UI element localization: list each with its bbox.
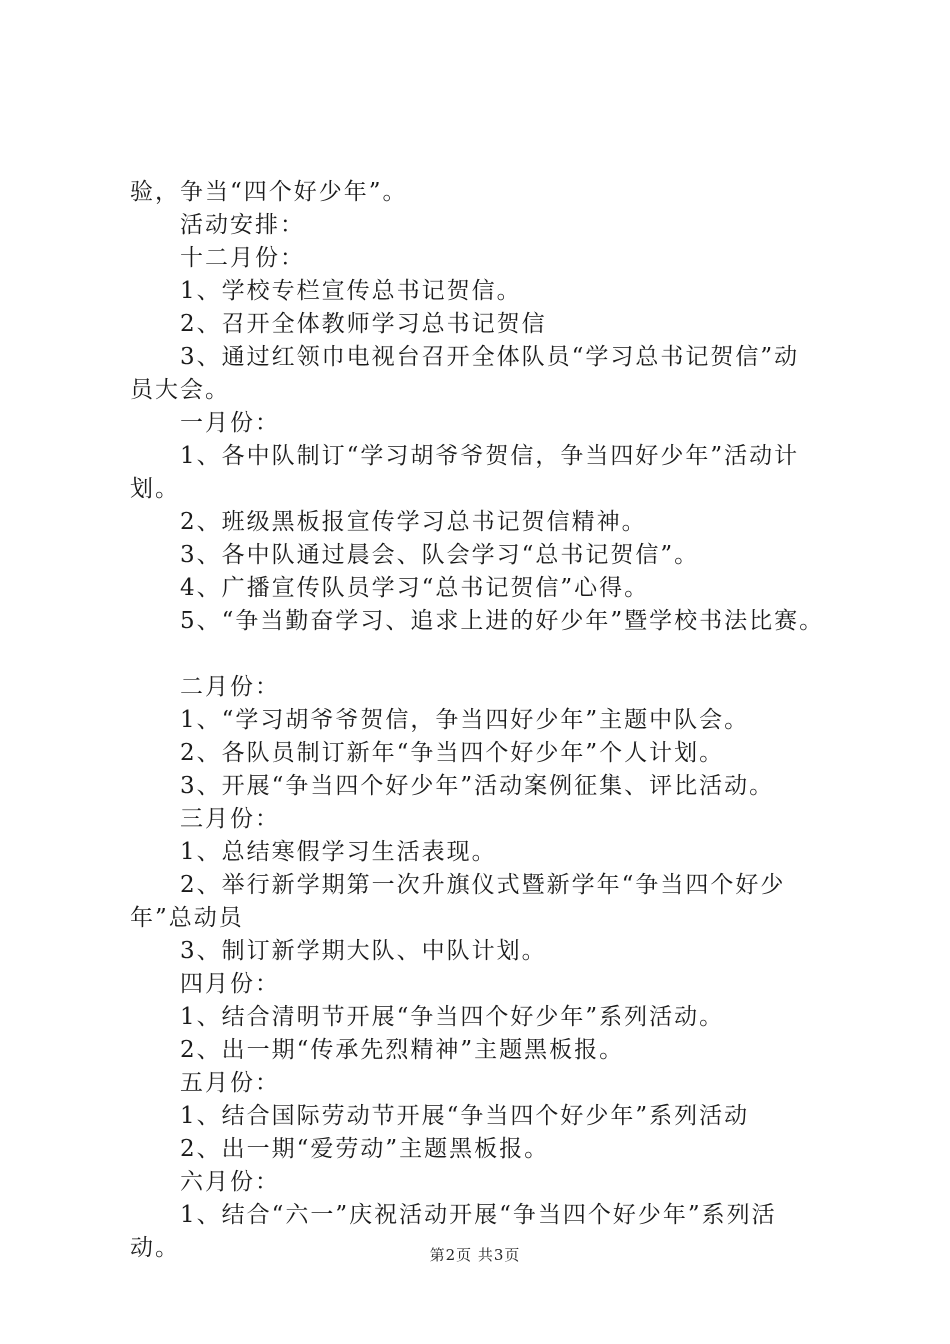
blank-line	[130, 638, 850, 671]
text-line: 四月份：	[180, 971, 280, 997]
text-line: 三月份：	[180, 806, 280, 832]
text-line: 一月份：	[180, 410, 280, 436]
text-line: 十二月份：	[180, 245, 305, 271]
text-line: 3、通过红领巾电视台召开全体队员“学习总书记贺信”动	[180, 344, 800, 370]
text-line: 1、结合清明节开展“争当四个好少年”系列活动。	[180, 1004, 725, 1030]
text-line: 5、“争当勤奋学习、追求上进的好少年”暨学校书法比赛。	[180, 608, 825, 634]
text-line: 六月份：	[180, 1169, 280, 1195]
text-line: 活动安排：	[180, 212, 305, 238]
text-line: 3、制订新学期大队、中队计划。	[180, 938, 547, 964]
text-line: 动。	[130, 1235, 180, 1261]
text-line: 1、学校专栏宣传总书记贺信。	[180, 278, 522, 304]
text-line: 2、各队员制订新年“争当四个好少年”个人计划。	[180, 740, 725, 766]
text-line: 年”总动员	[130, 905, 244, 931]
text-line: 2、班级黑板报宣传学习总书记贺信精神。	[180, 509, 647, 535]
text-line: 1、总结寒假学习生活表现。	[180, 839, 497, 865]
text-line: 3、开展“争当四个好少年”活动案例征集、评比活动。	[180, 773, 775, 799]
text-line: 2、召开全体教师学习总书记贺信	[180, 311, 547, 337]
page-footer: 第2页 共3页	[429, 1246, 521, 1264]
text-line: 验，争当“四个好少年”。	[130, 179, 408, 205]
text-line: 五月份：	[180, 1070, 280, 1096]
text-line: 4、广播宣传队员学习“总书记贺信”心得。	[180, 575, 650, 601]
text-line: 1、“学习胡爷爷贺信，争当四好少年”主题中队会。	[180, 707, 750, 733]
text-line: 1、各中队制订“学习胡爷爷贺信，争当四好少年”活动计	[180, 443, 800, 469]
text-line: 二月份：	[180, 674, 280, 700]
text-line: 1、结合国际劳动节开展“争当四个好少年”系列活动	[180, 1103, 750, 1129]
text-line: 2、举行新学期第一次升旗仪式暨新学年“争当四个好少	[180, 872, 786, 898]
text-line: 2、出一期“爱劳动”主题黑板报。	[180, 1136, 550, 1162]
text-line: 2、出一期“传承先烈精神”主题黑板报。	[180, 1037, 625, 1063]
text-line: 员大会。	[130, 377, 230, 403]
text-line: 3、各中队通过晨会、队会学习“总书记贺信”。	[180, 542, 700, 568]
document-body	[130, 176, 850, 1265]
text-line: 1、结合“六一”庆祝活动开展“争当四个好少年”系列活	[180, 1202, 777, 1228]
text-line: 划。	[130, 476, 180, 502]
